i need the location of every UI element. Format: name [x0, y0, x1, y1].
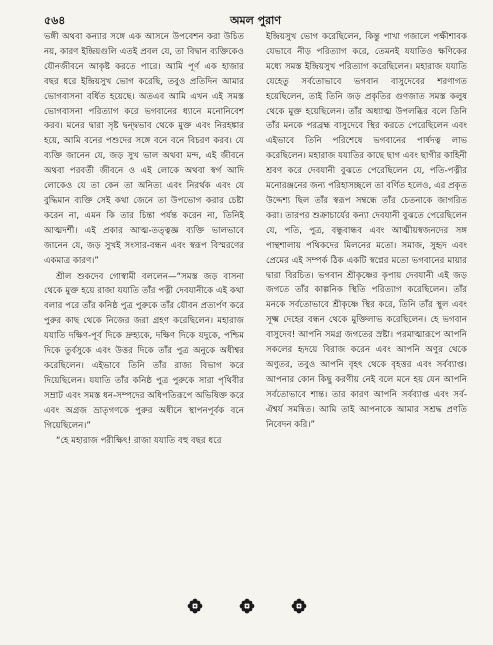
- paragraph: শ্রীল শুকদেব গোস্বামী বললেন—“সমস্ত জড় বাসনা থেকে মুক্ত হয়ে রাজা যযাতি তাঁর পত্নী দেবযানীকে এই কথা বলার পরে তাঁর কনিষ্ঠ পুত্র পুরুকে তাঁর যৌবন প্রত্যর্পণ করে পুরুর কাছ থেকে নিজের জরা গ্রহণ করেছিলেন। মহারাজ যযাতি দক্ষিণ-পূর্ব দিকে দ্রুহ্যকে, দক্ষিণ দিকে যদুকে, পশ্চিম দিকে তুর্বসুকে এবং উত্তর দিকে তাঁর পুত্র অনুকে অধীশ্বর করেছিলেন। এইভাবে তিনি তাঁর রাজ্য বিভাগ করে দিয়েছিলেন। যযাতি তাঁর কনিষ্ঠ পুত্র পুরুকে সারা পৃথিবীর সম্রাট এবং সমস্ত ধন-সম্পদের অধিপতিরূপে অভিষিক্ত করে এবং অগ্রজ ভ্রাতৃগণকে পুরুর অধীনে স্থাপনপূর্বক বনে গিয়েছিলেন।”: [44, 271, 244, 431]
- flower-ornament-icon: [291, 598, 307, 614]
- running-title: অমল পুরাণ: [229, 14, 282, 27]
- paragraph: ইন্দ্রিয়সুখ ভোগ করেছিলেন, কিন্তু পাখা গজালে পক্ষীশাবক যেভাবে নীড় পরিত্যাগ করে, তেমনই যযাতিও ক্ষণিকের মধ্যে সমস্ত ইন্দ্রিয়সুখ পরিত্যাগ করেছিলেন। মহারাজ যযাতি যেহেতু সর্বতোভাবে ভগবান বাসুদেবের শরণাগত হয়েছিলেন, তাই তিনি জড় প্রকৃতির গুণজাত সমস্ত কলুষ থেকে মুক্ত হয়েছিলেন। তাঁর অধ্যাত্ম উপলব্ধির বলে তিনি তাঁর মনকে পরব্রহ্ম বাসুদেবে স্থির করতে পেরেছিলেন এবং এইভাবে তিনি পরিশেষে ভগবানের পার্ষদত্ব লাভ করেছিলেন। মহারাজ যযাতির কাছে ছাগ এবং ছাগীর কাহিনী শ্রবণ করে দেবযানী বুঝতে পেরেছিলেন যে, পতি-পত্নীর মনোরঞ্জনের জন্য পরিহাসচ্ছলে তা বর্ণিত হলেও, এর প্রকৃত উদ্দেশ্য ছিল তাঁর স্বরূপ সম্বন্ধে তাঁর চেতনাকে জাগরিত করা। তারপর শুক্রাচার্যের কন্যা দেবযানী বুঝতে পেরেছিলেন যে, পতি, পুত্র, বন্ধুবান্ধব এবং আত্মীয়স্বজনদের সঙ্গ পান্থশালায় পথিকদের মিলনের মতো। সমাজ, সুহৃদ এবং প্রেমের এই সম্পর্ক ঠিক একটি স্বপ্নের মতো ভগবানের মায়ার দ্বারা বিরচিত। ভগবান শ্রীকৃষ্ণের কৃপায় দেবযানী এই জড় জগতে তাঁর কাল্পনিক স্থিতি পরিত্যাগ করেছিলেন। তাঁর মনকে সর্বতোভাবে শ্রীকৃষ্ণে স্থির করে, তিনি তাঁর স্থূল এবং সূক্ষ্ম দেহের বন্ধন থেকে মুক্তিলাভ করেছিলেন। হে ভগবান বাসুদেব! আপনি সমগ্র জগতের স্রষ্টা। পরমাত্মারূপে আপনি সকলের হৃদয়ে বিরাজ করেন এবং আপনি অণুর থেকে অণুতর, তবুও আপনি বৃহৎ থেকে বৃহত্তর এবং সর্বব্যাপ্ত। আপনার কোন কিছু করণীয় নেই বলে মনে হয় যেন আপনি সর্বতোভাবে শান্ত। তার কারণ আপনি সর্বব্যাপ্ত এবং সর্ব-ঐশ্বর্য সমন্বিত। আমি তাই আপনাকে আমার সশ্রদ্ধ প্রণতি নিবেদন করি।”: [266, 32, 467, 430]
- flower-ornament-icon: [239, 598, 255, 614]
- right-column: [266, 30, 467, 610]
- running-header: [44, 12, 467, 30]
- ornament-row: [0, 598, 493, 620]
- paragraph: “হে মহারাজ পরীক্ষিৎ! রাজা যযাতি বহু বছর ধরে: [56, 436, 222, 447]
- flower-ornament-icon: [187, 598, 203, 614]
- paragraph: ভঙ্গী অথবা কন্যার সঙ্গে এক আসনে উপবেশন করা উচিত নয়, কারণ ইন্দ্রিয়গুলি এতই প্রবল যে, তা বিদ্বান ব্যক্তিকেও যৌনজীবনে আকৃষ্ট করতে পারে। আমি পূর্ণ এক হাজার বছর ধরে ইন্দ্রিয়সুখ ভোগ করেছি, তবুও প্রতিদিন আমার ভোগবাসনা বর্ধিত হয়েছে। অতএব আমি এখন এই সমস্ত ভোগবাসনা পরিত্যাগ করে ভগবানের ধ্যানে মনোনিবেশ করব। মনের দ্বারা সৃষ্ট দ্বন্দ্বভাব থেকে মুক্ত এবং নিরহঙ্কার হয়ে, আমি বনের পশুদের সঙ্গে বনে বনে বিচরণ করব। যে ব্যক্তি জানেন যে, জড় সুখ ভাল অথবা মন্দ, এই জীবনে অথবা পরবর্তী জীবনে ও এই লোকে অথবা স্বর্গ আদি লোকেও যে তা কেন তা অনিত্য এবং নিরর্থক এবং যে বুদ্ধিমান ব্যক্তি সেই কথা জেনে তা উপভোগ করার চেষ্টা করেন না, এমন কি তার চিন্তা পর্যন্ত করেন না, তিনিই আত্মদর্শী। এই প্রকার আত্ম-তত্ত্বজ্ঞ ব্যক্তি ভালভাবে জানেন যে, জড় সুখই সংসার-বন্ধন এবং স্বরূপ বিস্মরণের একমাত্র কারণ।”: [44, 32, 244, 266]
- page-number: ৫৬৪: [44, 14, 66, 27]
- left-column: [44, 30, 244, 610]
